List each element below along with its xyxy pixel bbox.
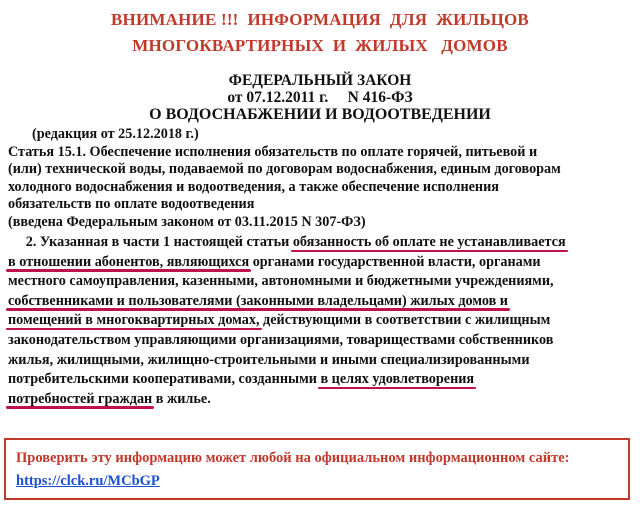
paragraph-2 (8, 233, 638, 409)
law-type: ФЕДЕРАЛЬНЫЙ ЗАКОН (228, 72, 412, 89)
paragraph-line: законодательством управляющими организациями, товариществами собственников (8, 331, 554, 348)
paragraph-line: жилья, жилищными, жилищно-строительными и иными специализированными (8, 351, 530, 368)
highlighted-text: потребностей граждан (8, 390, 153, 407)
highlighted-text: помещений в многоквартирных домах, (8, 312, 260, 329)
paragraph-line (8, 292, 638, 312)
paragraph-line (8, 370, 638, 390)
headline-line-2: МНОГОКВАРТИРНЫХ И ЖИЛЫХ ДОМОВ (132, 36, 508, 55)
paragraph-line (8, 311, 638, 331)
text-plain: действующими в соответствии с жилищным (259, 312, 551, 329)
highlighted-text: в целях удовлетворения (320, 371, 475, 388)
text-plain: в жилье. (152, 390, 211, 407)
headline-line-1: ВНИМАНИЕ !!! ИНФОРМАЦИЯ ДЛЯ ЖИЛЬЦОВ (111, 10, 529, 29)
text-plain: потребительскими кооперативами, созданными (8, 371, 321, 388)
verification-link[interactable]: https://clck.ru/MCbGP (16, 473, 160, 489)
paragraph-line (8, 390, 638, 410)
highlighted-text: собственниками и пользователями (законными владельцами) жилых домов и (8, 292, 508, 309)
verification-text: Проверить эту информацию может любой на официальном информационном сайте: (16, 450, 570, 466)
law-title: О ВОДОСНАБЖЕНИИ И ВОДООТВЕДЕНИИ (149, 106, 491, 123)
verification-box (4, 438, 630, 500)
article-line: обязательств по оплате водоотведения (8, 196, 255, 212)
text-plain: 2. Указанная в части 1 настоящей статьи (8, 234, 293, 250)
law-edition: (редакция от 25.12.2018 г.) (32, 126, 199, 142)
paragraph-line (8, 253, 638, 273)
article-line: (или) технической воды, подаваемой по договорам водоснабжения, единым договорам (8, 161, 561, 177)
article-block (8, 126, 638, 231)
highlighted-text: в отношении абонентов, являющихся (8, 253, 250, 270)
law-date-number: от 07.12.2011 г. N 416-ФЗ (227, 89, 413, 106)
article-line: Статья 15.1. Обеспечение исполнения обязательств по оплате горячей, питьевой и (8, 143, 538, 160)
paragraph-line: местного самоуправления, казенными, автономными и бюджетными учреждениями, (8, 273, 554, 290)
article-line: холодного водоснабжения и водоотведения, а также обеспечение исполнения (8, 178, 499, 195)
highlighted-text: обязанность об оплате не устанавливается (292, 234, 566, 250)
paragraph-line (8, 233, 638, 253)
article-amendment: (введена Федеральным законом от 03.11.2015 N 307-ФЗ) (8, 213, 366, 230)
text-plain: органами государственной власти, органами (249, 253, 541, 270)
